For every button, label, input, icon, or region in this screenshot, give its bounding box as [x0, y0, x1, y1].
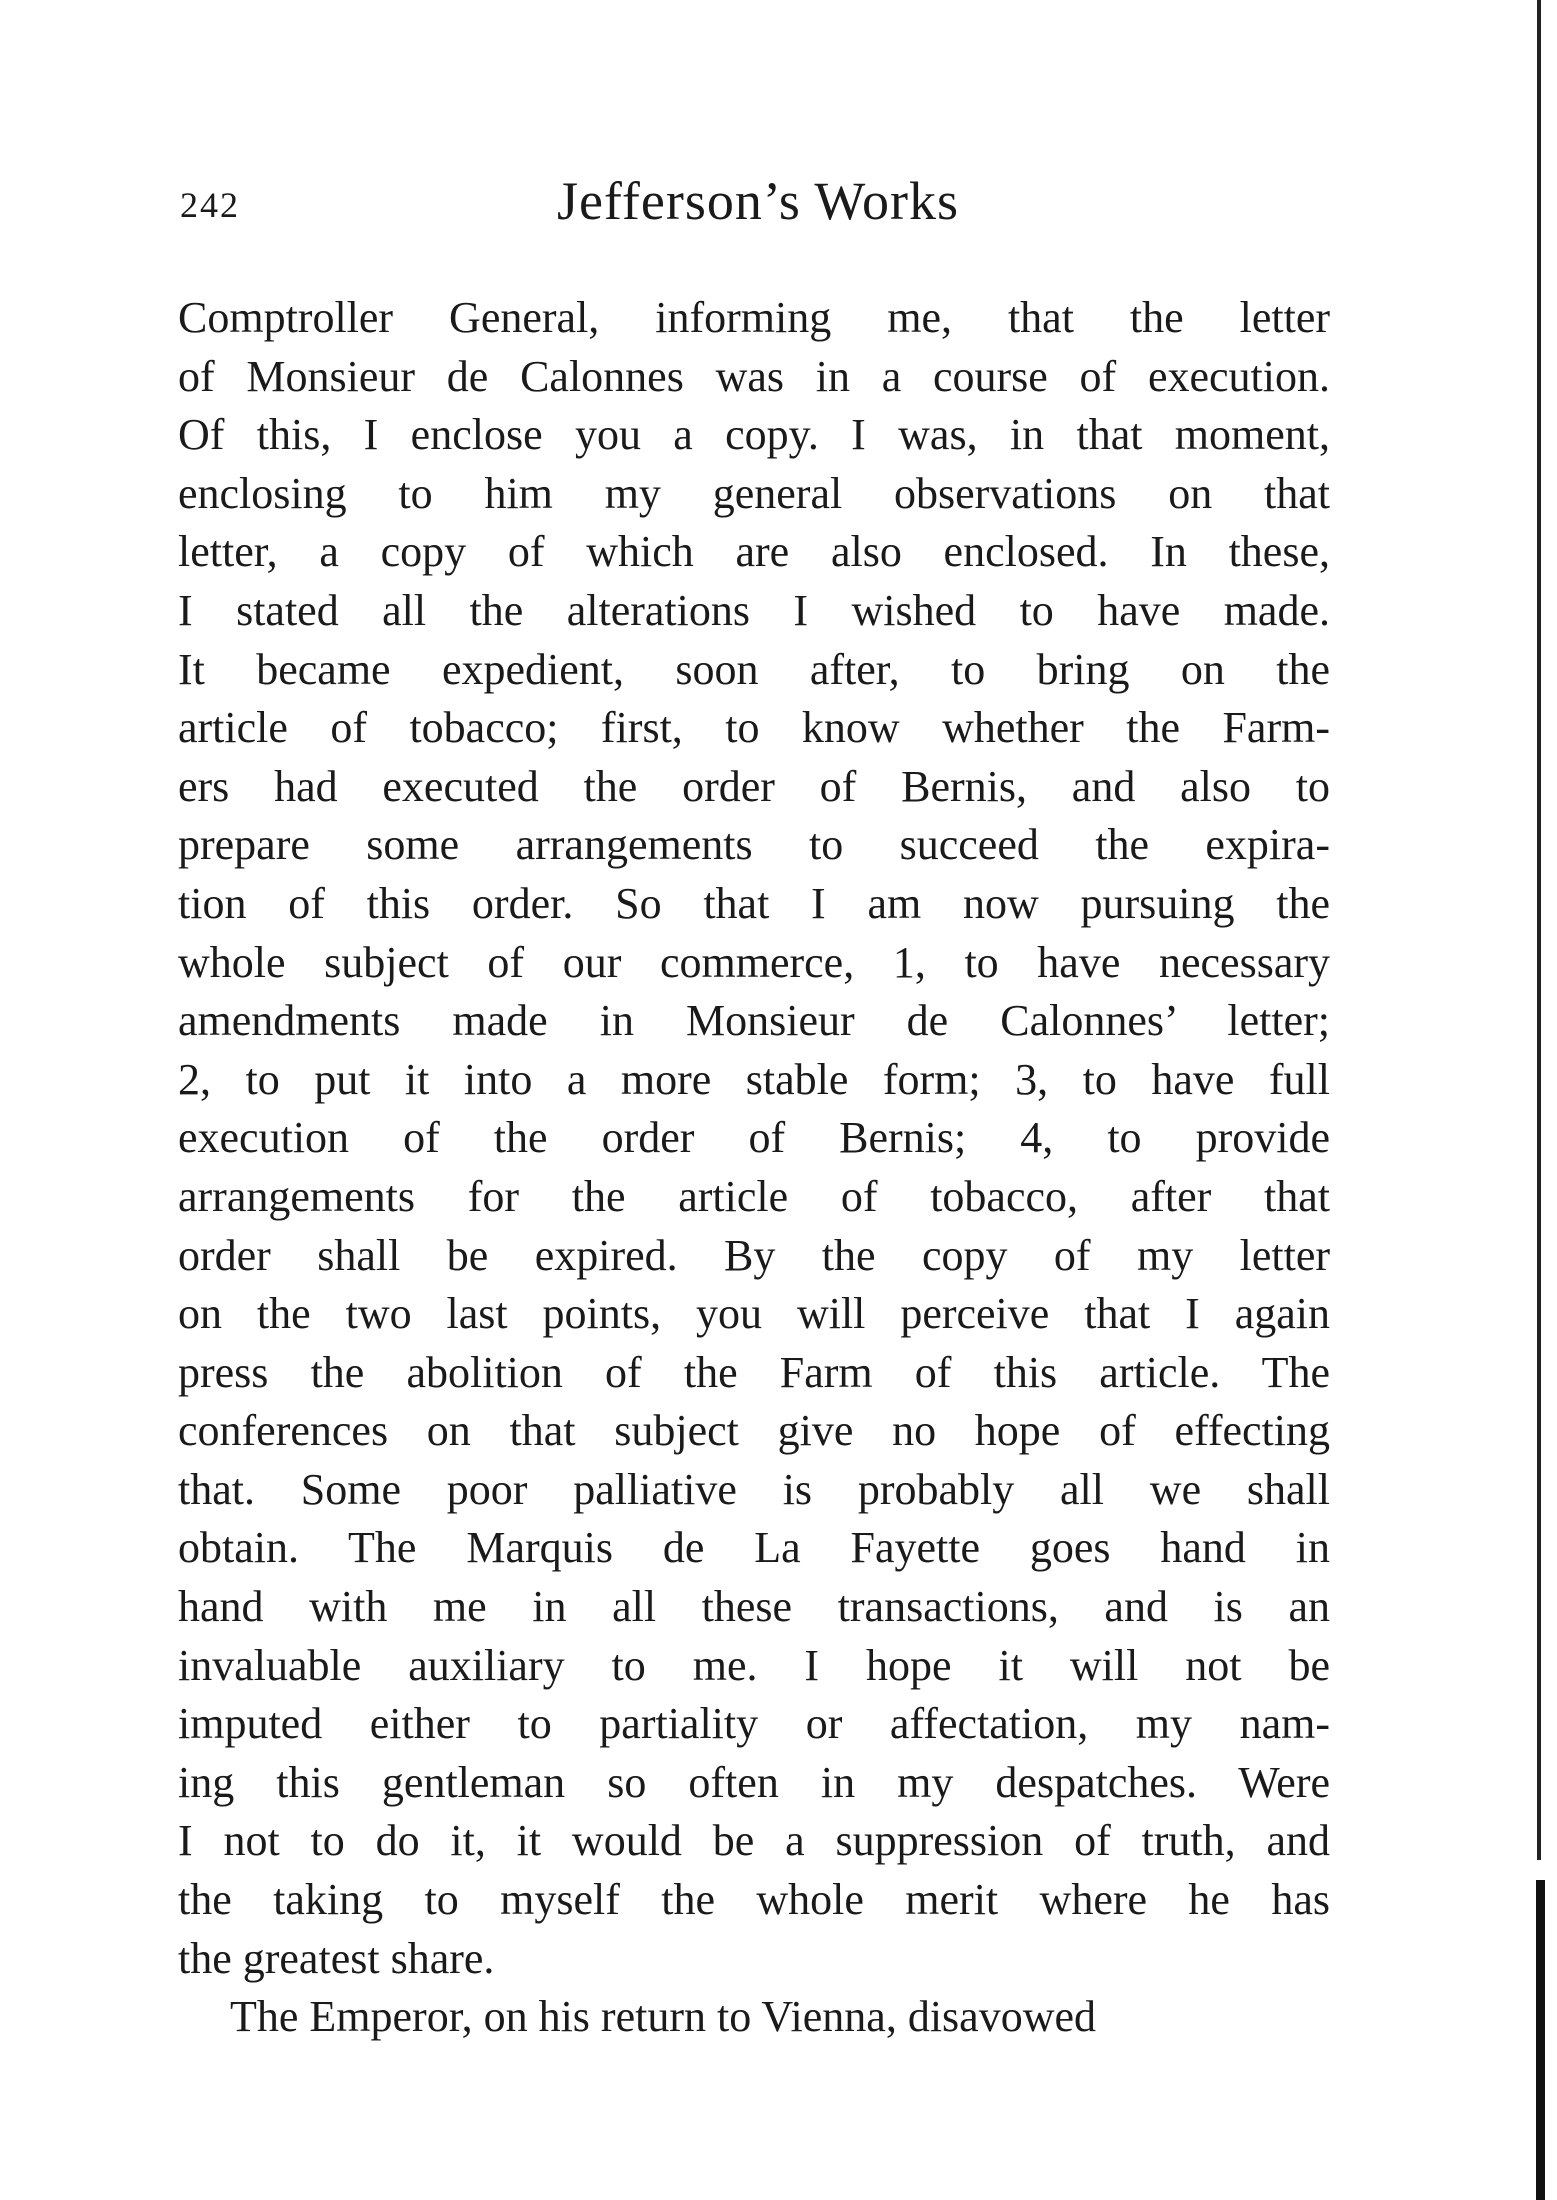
text-line: I not to do it, it would be a suppression of truth, and	[178, 1816, 1330, 1866]
text-line: I stated all the alterations I wished to have made.	[178, 585, 1330, 635]
paragraph	[178, 1988, 1330, 2047]
text-line: of Monsieur de Calonnes was in a course of execution.	[178, 351, 1330, 401]
text-line: enclosing to him my general observations on that	[178, 468, 1330, 518]
body-text	[178, 289, 1330, 2047]
text-line: whole subject of our commerce, 1, to have necessary	[178, 937, 1330, 987]
page-edge-shadow	[1536, 1880, 1545, 2200]
text-line: amendments made in Monsieur de Calonnes’ letter;	[178, 996, 1330, 1046]
page-number: 242	[180, 185, 240, 225]
text-line: order shall be expired. By the copy of my letter	[178, 1230, 1330, 1280]
text-line: hand with me in all these transactions, and is an	[178, 1582, 1330, 1632]
text-line: tion of this order. So that I am now pursuing the	[178, 878, 1330, 928]
text-line: that. Some poor palliative is probably all we shall	[178, 1464, 1330, 1514]
text-line: ing this gentleman so often in my despatches. Were	[178, 1757, 1330, 1807]
page-edge-rule	[1537, 0, 1541, 1860]
text-line: conferences on that subject give no hope of effecting	[178, 1406, 1330, 1456]
text-line: execution of the order of Bernis; 4, to provide	[178, 1113, 1330, 1163]
text-line: 2, to put it into a more stable form; 3, to have full	[178, 1054, 1330, 1104]
text-line: press the abolition of the Farm of this article. The	[178, 1347, 1330, 1397]
text-line: on the two last points, you will perceive that I again	[178, 1289, 1330, 1339]
text-line: Comptroller General, informing me, that the letter	[178, 293, 1330, 342]
text-line: The Emperor, on his return to Vienna, disavowed	[230, 1992, 1097, 2042]
text-line: It became expedient, soon after, to bring on the	[178, 644, 1330, 694]
text-line: letter, a copy of which are also enclosed. In these,	[178, 527, 1330, 577]
text-line: prepare some arrangements to succeed the expira-	[178, 820, 1330, 870]
paragraph	[178, 289, 1330, 1988]
text-line: invaluable auxiliary to me. I hope it will not be	[178, 1640, 1330, 1690]
text-line: the greatest share.	[178, 1933, 495, 1983]
text-line: arrangements for the article of tobacco, after that	[178, 1171, 1330, 1221]
text-line: ers had executed the order of Bernis, and also to	[178, 761, 1330, 811]
text-line: Of this, I enclose you a copy. I was, in that moment,	[178, 410, 1330, 460]
text-line: the taking to myself the whole merit where he has	[178, 1875, 1330, 1925]
page-header	[178, 170, 1338, 240]
text-line: imputed either to partiality or affectation, my nam-	[178, 1699, 1330, 1749]
text-line: obtain. The Marquis de La Fayette goes hand in	[178, 1523, 1330, 1573]
running-head: Jefferson’s Works	[556, 171, 960, 231]
text-line: article of tobacco; first, to know whether the Farm-	[178, 703, 1330, 753]
